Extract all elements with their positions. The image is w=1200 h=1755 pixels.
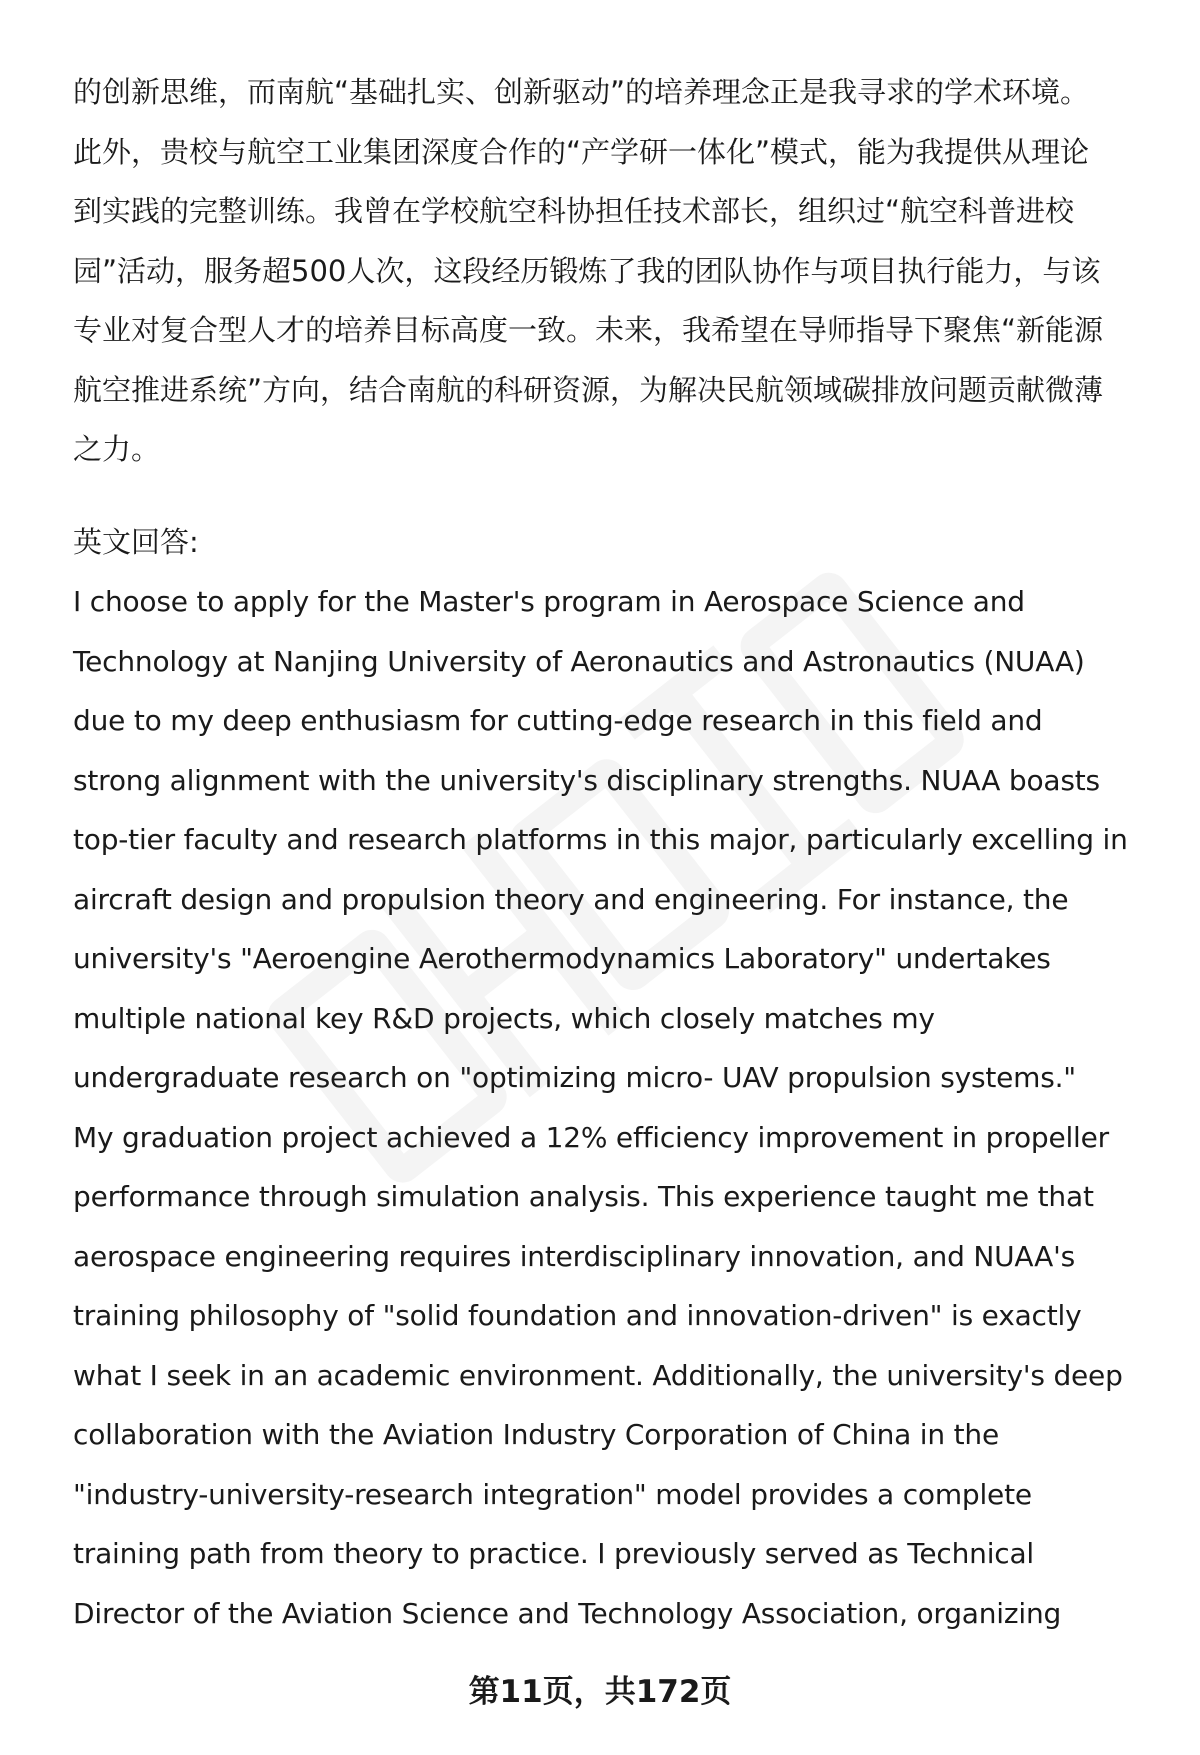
- en-text-line: My graduation project achieved a 12% efficiency improvement in propeller: [73, 1120, 1109, 1154]
- en-text-line: what I seek in an academic environment. Additionally, the university's deep: [73, 1358, 1123, 1392]
- section-label-english-answer: 英文回答:: [73, 524, 199, 559]
- chinese-paragraph: [73, 63, 1158, 480]
- en-text-line: aircraft design and propulsion theory and engineering. For instance, the: [73, 882, 1069, 916]
- english-paragraph: [73, 572, 1158, 1643]
- en-text-line: Director of the Aviation Science and Technology Association, organizing: [73, 1596, 1062, 1630]
- en-text-line: training path from theory to practice. I previously served as Technical: [73, 1537, 1035, 1570]
- en-text-line: I choose to apply for the Master's program in Aerospace Science and: [73, 585, 1025, 618]
- en-text-line: "industry-university-research integration" model provides a complete: [73, 1477, 1032, 1511]
- en-text-line: aerospace engineering requires interdisciplinary innovation, and NUAA's: [73, 1239, 1075, 1273]
- en-text-line: top-tier faculty and research platforms in this major, particularly excelling in: [73, 823, 1128, 856]
- cn-text-line: 航空推进系统”方向，结合南航的科研资源，为解决民航领域碳排放问题贡献微薄: [73, 372, 1104, 407]
- en-text-line: multiple national key R&D projects, which closely matches my: [73, 1001, 935, 1035]
- en-text-line: due to my deep enthusiasm for cutting-edge research in this field and: [73, 704, 1043, 737]
- cn-text-line: 此外，贵校与航空工业集团深度合作的“产学研一体化”模式，能为我提供从理论: [73, 134, 1090, 169]
- en-text-line: undergraduate research on "optimizing micro- UAV propulsion systems.": [73, 1061, 1076, 1094]
- cn-text-line: 专业对复合型人才的培养目标高度一致。未来，我希望在导师指导下聚焦“新能源: [73, 313, 1104, 347]
- cn-text-line: 园”活动，服务超500人次，这段经历锻炼了我的团队协作与项目执行能力，与该: [73, 253, 1101, 288]
- page-number-footer: 第11页，共172页: [468, 1674, 732, 1710]
- cn-text-line: 到实践的完整训练。我曾在学校航空科协担任技术部长，组织过“航空科普进校: [73, 194, 1075, 228]
- en-text-line: training philosophy of "solid foundation and innovation-driven" is exactly: [73, 1299, 1082, 1332]
- en-text-line: Technology at Nanjing University of Aeronautics and Astronautics (NUAA): [73, 644, 1085, 678]
- document-body: [73, 63, 1158, 1643]
- en-text-line: strong alignment with the university's disciplinary strengths. NUAA boasts: [73, 763, 1100, 797]
- en-text-line: collaboration with the Aviation Industry Corporation of China in the: [73, 1418, 999, 1451]
- en-text-line: performance through simulation analysis. This experience taught me that: [73, 1180, 1094, 1213]
- cn-text-line: 之力。: [73, 432, 161, 466]
- en-text-line: university's "Aeroengine Aerothermodynamics Laboratory" undertakes: [73, 942, 1051, 975]
- cn-text-line: 的创新思维，而南航“基础扎实、创新驱动”的培养理念正是我寻求的学术环境。: [73, 75, 1090, 109]
